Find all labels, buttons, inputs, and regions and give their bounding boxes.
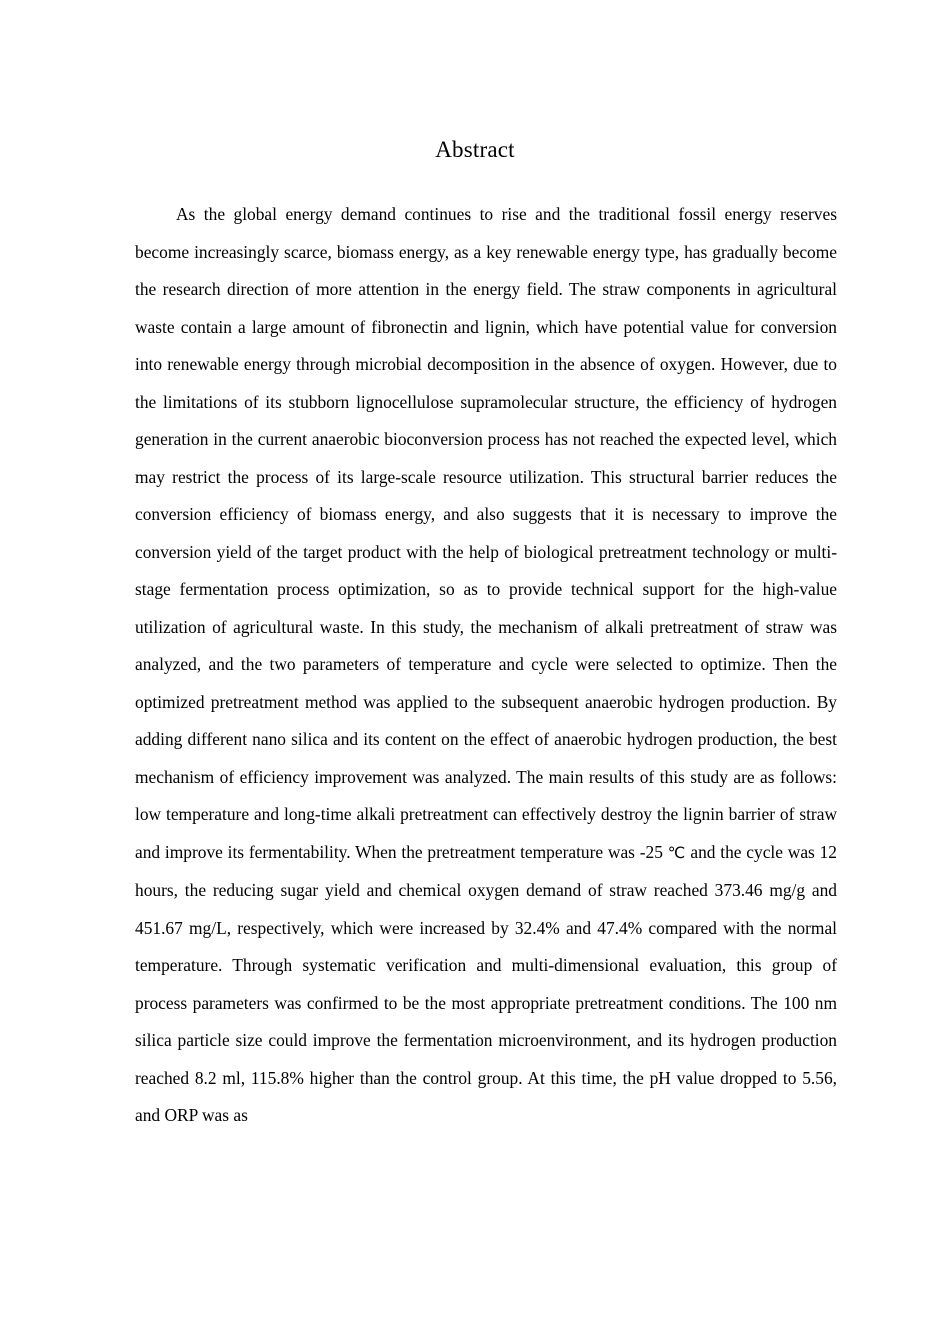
page-title: Abstract	[435, 137, 515, 163]
abstract-text-part-1: As the global energy demand continues to rise and the traditional fossil energy reserves become increasingly scarce, biomass energy, as a key renewable energy type, has gradually become the research direction of more attention in the energy field. The straw components in agricultural waste contain a large amount of fibronectin and lignin, which have potential value for conversion into renewable energy through microbial decomposition in the absence of oxygen. However, due to the limitations of its stubborn lignocellulose supramolecular structure, the efficiency of hydrogen generation in the current anaerobic bioconversion process has not reached the expected level, which may restrict the process of its large-scale resource utilization. This structural barrier reduces the conversion efficiency of biomass energy, and also suggests that it is necessary to improve the conversion yield of the target product with the help of biological pretreatment technology or multi-stage fermentation process optimization, so as to provide technical support for the high-value utilization of agricultural waste. In this study, the mechanism of alkali pretreatment of straw was analyzed, and the two parameters of temperature and cycle were selected to optimize. Then the optimized pretreatment method was applied to the subsequent anaerobic hydrogen production. By adding different nano silica and its content on the effect of anaerobic hydrogen production, the best mechanism of efficiency improvement was analyzed. The main results of this study are as follows: low temperature and long-time alkali pretreatment can effectively destroy the lignin barrier of straw and improve its fermentability. When the pretreatment temperature was -25	[135, 204, 837, 862]
abstract-paragraph	[135, 196, 837, 1135]
degree-celsius-symbol: ℃	[667, 843, 686, 862]
abstract-text-part-2: and the cycle was 12 hours, the reducing sugar yield and chemical oxygen demand of straw reached 373.46 mg/g and 451.67 mg/L, respectively, which were increased by 32.4% and 47.4% compared with the normal temperature. Through systematic verification and multi-dimensional evaluation, this group of process parameters was confirmed to be the most appropriate pretreatment conditions. The 100 nm silica particle size could improve the fermentation microenvironment, and its hydrogen production reached 8.2 ml, 115.8% higher than the control group. At this time, the pH value dropped to 5.56, and ORP was as	[135, 841, 837, 1125]
abstract-body	[135, 196, 837, 1135]
